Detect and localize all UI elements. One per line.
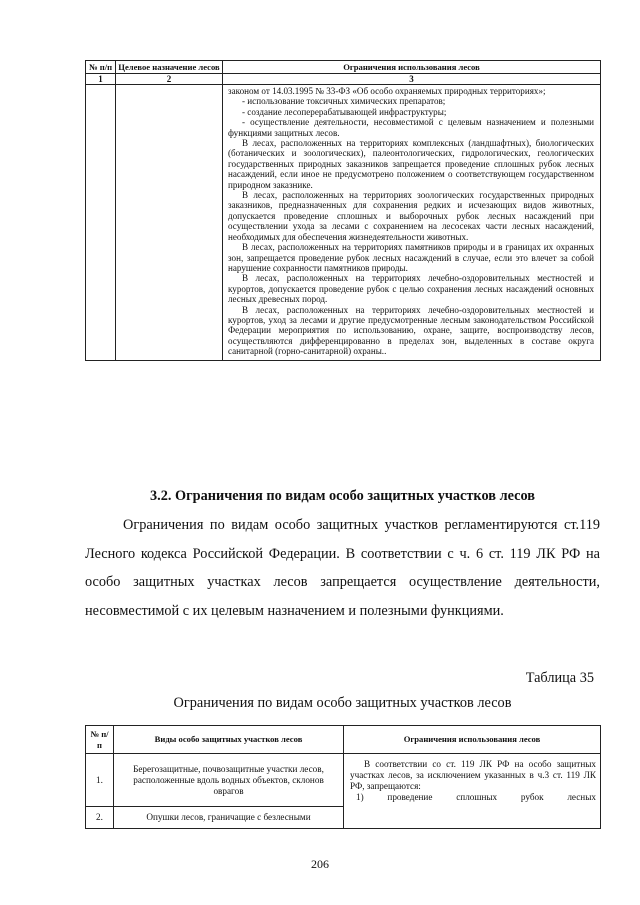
- header-area-kinds: Виды особо защитных участков лесов: [114, 726, 344, 754]
- table-caption: Ограничения по видам особо защитных участков лесов: [173, 695, 512, 711]
- header-number: № п/п: [86, 61, 116, 74]
- header-number: № п/п: [86, 726, 114, 754]
- column-index-1: 1: [86, 74, 116, 85]
- area-kind-cell: Опушки лесов, граничащие с безлесными: [114, 807, 344, 829]
- restriction-paragraph: В лесах, расположенных на территориях лечебно-оздоровительных местностей и курортов, уход за лесами и другие предусмотренные лесным законодательством Российской Федерации мероприятия по использованию, охране, защите, воспроизводству лесов, осуществляются дифференцированно в пределах зон, выделенных в составе округа санитарной (горно-санитарной) охраны..: [228, 304, 594, 357]
- protective-areas-table: [85, 725, 601, 829]
- header-restrictions: Ограничения использования лесов: [344, 726, 601, 754]
- restriction-paragraph: В лесах, расположенных на территориях зоологических государственных природных заказников, предназначенных для сохранения редких и исчезающих видов животных, допускается проведение сплошных и выборочных рубок лесных насаждений при осуществлении ухода за лесами с сохранением на лесосеках части лесных насаждений, необходимых для обеспечения жизнедеятельности животных.: [228, 190, 594, 242]
- restrictions-cell: [344, 754, 601, 829]
- table-row: [86, 85, 601, 361]
- restriction-paragraph: В лесах, расположенных на территориях памятников природы и в границах их охранных зон, запрещается проведение рубок лесных насаждений в случае, если это влечет за собой нарушение сохранности памятников природы.: [228, 242, 594, 273]
- table-row: [86, 754, 601, 807]
- restrictions-table-continued: [85, 60, 601, 361]
- column-index-2: 2: [116, 74, 223, 85]
- row-number: 1.: [86, 754, 114, 807]
- row-number: 2.: [86, 807, 114, 829]
- restriction-line: - создание лесоперерабатывающей инфраструктуры;: [242, 106, 447, 117]
- restriction-paragraph: В лесах, расположенных на территориях комплексных (ландшафтных), биологических (ботанических и зоологических), палеонтологических, гидрологических, геологических государственных природных заказников запрещается проведение сплошных рубок лесных насаждений, если иное не предусмотрено положением о соответствующем государственном природном заказнике.: [228, 138, 594, 190]
- restriction-line: законом от 14.03.1995 № 33-ФЗ «Об особо охраняемых природных территориях»;: [228, 86, 546, 96]
- empty-cell-purpose: [116, 85, 223, 361]
- column-index-row: [86, 74, 601, 85]
- area-kind-cell: Берегозащитные, почвозащитные участки лесов, расположенные вдоль водных объектов, склонов оврагов: [114, 754, 344, 807]
- page-number: 206: [311, 857, 329, 871]
- restriction-line: - использование токсичных химических препаратов;: [242, 96, 446, 107]
- restriction-item: 1) проведение сплошных рубок лесных: [356, 792, 596, 802]
- restrictions-cell: [223, 85, 601, 361]
- restriction-paragraph: В лесах, расположенных на территориях лечебно-оздоровительных местностей и курортов, допускается проведение рубок с целью сохранения лесных насаждений основных лесных древесных пород.: [228, 273, 594, 305]
- table-number-label: Таблица 35: [525, 670, 594, 686]
- empty-cell-number: [86, 85, 116, 361]
- section-heading: 3.2. Ограничения по видам особо защитных участков лесов: [150, 488, 535, 504]
- table-header-row: [86, 726, 601, 754]
- header-restrictions: Ограничения использования лесов: [223, 61, 601, 74]
- restriction-intro: В соответствии со ст. 119 ЛК РФ на особо защитных участках лесов, за исключением указанных в ч.3 ст. 119 ЛК РФ, запрещаются:: [350, 759, 596, 791]
- column-index-3: 3: [223, 74, 601, 85]
- section-paragraph: Ограничения по видам особо защитных участков регламентируются ст.119 Лесного кодекса Российской Федерации. В соответствии с ч. 6 ст. 119 ЛК РФ на особо защитных участках лесов запрещается осуществление деятельности, несовместимой с их целевым назначением и полезными функциями.: [85, 517, 600, 620]
- restriction-line: - осуществление деятельности, несовместимой с целевым назначением и полезными функциями защитных лесов.: [228, 117, 594, 138]
- header-purpose: Целевое назначение лесов: [116, 61, 223, 74]
- table-header-row: [86, 61, 601, 74]
